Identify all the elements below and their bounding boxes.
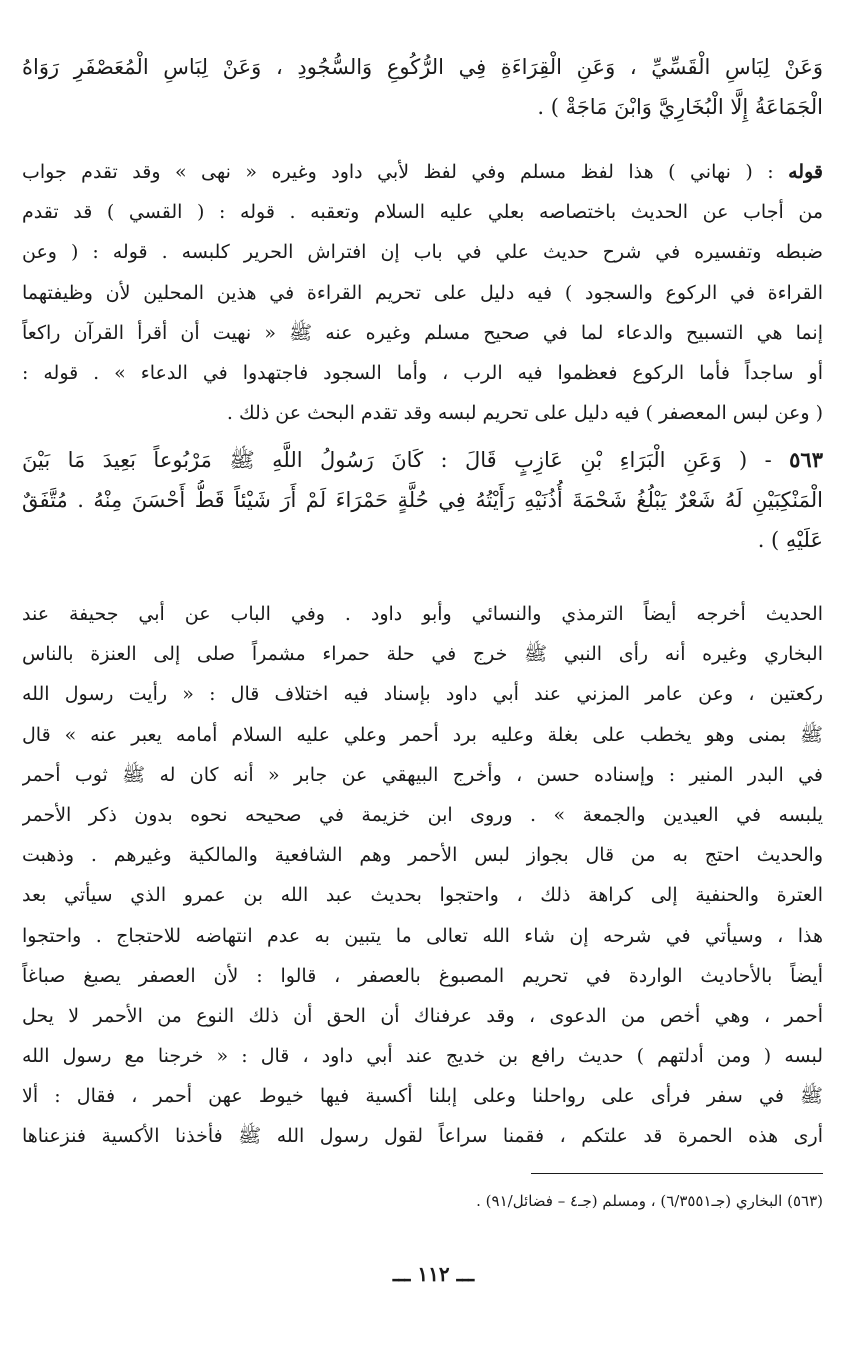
commentary-line: أو ساجداً فأما الركوع فعظموا فيه الرب ، وأما السجود فاجتهدوا في الدعاء » . قوله : [22,361,823,384]
commentary-line: ﷺ بمنى وهو يخطب على بغلة وعليه برد أحمر وعلي عليه السلام أمامه يعبر عنه » قال [22,723,823,746]
hadith-line: الْجَمَاعَةُ إِلَّا الْبُخَارِيَّ وَابْنَ مَاجَةْ ) . [537,95,823,119]
commentary-line: من أجاب عن الحديث باختصاصه بعلي عليه السلام وتعقبه . قوله : ( القسي ) قد تقدم [22,201,823,224]
commentary-line: أحمر ، وهي أخص من الدعوى ، وقد عرفناك أن الحق أن ذلك النوع من الأحمر لا يحل [22,1004,823,1027]
commentary-line: ركعتين ، وعن عامر المزني عند أبي داود بإسناد فيه اختلاف قال : « رأيت رسول الله [22,683,823,706]
footnote: (٥٦٣) البخاري (جـ٦/٣٥٥١) ، ومسلم (جـ٤ – فضائل/٩١) . [476,1192,823,1210]
commentary-line: ضبطه وتفسيره في شرح حديث علي في باب إن افتراش الحرير كلبسه . قوله : ( وعن [22,241,823,264]
commentary-line: الحديث أخرجه أيضاً الترمذي والنسائي وأبو داود . وفي الباب عن أبي جحيفة عند [22,603,823,625]
page-number: ـــ ١١٢ ـــ [392,1262,475,1286]
hadith-line: ٥٦٣ - ( وَعَنِ الْبَرَاءِ بْنِ عَازِبٍ قَالَ : كَانَ رَسُولُ اللَّهِ ﷺ مَرْبُوعاً بَعِيدَ مَا بَيْنَ [22,447,823,472]
commentary-line: يلبسه في العيدين والجمعة » . وروى ابن خزيمة في صحيحه نحوه بدون ذكر الأحمر [22,803,823,826]
commentary-line: والحديث احتج به من قال بجواز لبس الأحمر وهم الشافعية والمالكية وغيرهم . وذهبت [22,844,823,867]
commentary-line: العترة والحنفية إلى كراهة ذلك ، واحتجوا بحديث عبد الله بن عمرو الذي سيأتي بعد [22,884,823,907]
hadith-line: وَعَنْ لِبَاسِ الْقَسِّيِّ ، وَعَنِ الْقِرَاءَةِ فِي الرُّكُوعِ وَالسُّجُودِ ، وَعَنْ لِبَاسِ الْمُعَصْفَرِ رَوَاهُ [22,55,823,79]
commentary-line: لبسه ( ومن أدلتهم ) حديث رافع بن خديج عند أبي داود ، قال : « خرجنا مع رسول الله [22,1045,823,1068]
commentary-line: القراءة في الركوع والسجود ) فيه دليل على تحريم القراءة في هذين المحلين لأن وظيفتهما [22,281,823,304]
commentary-line: إنما هي التسبيح والدعاء لما في صحيح مسلم وغيره عنه ﷺ « نهيت أن أقرأ القرآن راكعاً [22,321,823,344]
commentary-563 [22,594,823,1157]
commentary-line: ﷺ في سفر فرأى على رواحلنا وعلى إبلنا أكسية فيها خيوط عهن أحمر ، فقال : ألا [22,1085,823,1108]
hadith-line: عَلَيْهِ ) . [757,528,823,552]
commentary-line: في البدر المنير : وإسناده حسن ، وأخرج البيهقي عن جابر « أنه كان له ﷺ ثوب أحمر [22,763,823,786]
hadith-line: الْمَنْكِبَيْنِ لَهُ شَعْرٌ يَبْلُغُ شَحْمَةَ أُذُنَيْهِ رَأَيْتُهُ فِي حُلَّةٍ حَمْرَاءَ لَمْ أَرَ شَيْئاً قَطُّ أَحْسَنَ مِنْهُ . مُتَّفَقٌ [22,488,823,512]
commentary-line: أيضاً بالأحاديث الواردة في تحريم المصبوغ بالعصفر ، قالوا : لأن العصفر يصبغ صباغاً [22,964,823,987]
commentary-line: ( وعن لبس المعصفر ) فيه دليل على تحريم لبسه وقد تقدم البحث عن ذلك . [226,402,823,425]
commentary-line: أرى هذه الحمرة قد علتكم ، فقمنا سراعاً لقول رسول الله ﷺ فأخذنا الأكسية فنزعناها [22,1125,823,1148]
commentary-line: البخاري وغيره أنه رأى النبي ﷺ خرج في حلة حمراء مشمراً صلى إلى العنزة بالناس [22,643,823,666]
hadith-563 [22,440,823,560]
commentary-562 [22,152,823,433]
qawluhu-label: قوله [788,161,823,183]
footnote-divider [531,1173,823,1174]
hadith-number: ٥٦٣ [789,447,823,472]
hadith-562-tail [22,47,823,127]
commentary-line: قوله : ( نهاني ) هذا لفظ مسلم وفي لفظ لأبي داود وغيره « نهى » وقد تقدم جواب [22,161,823,183]
commentary-line: هذا ، وسيأتي في شرحه إن شاء الله تعالى ما يتبين به عدم انتهاضه للاحتجاج . واحتجوا [22,924,823,947]
